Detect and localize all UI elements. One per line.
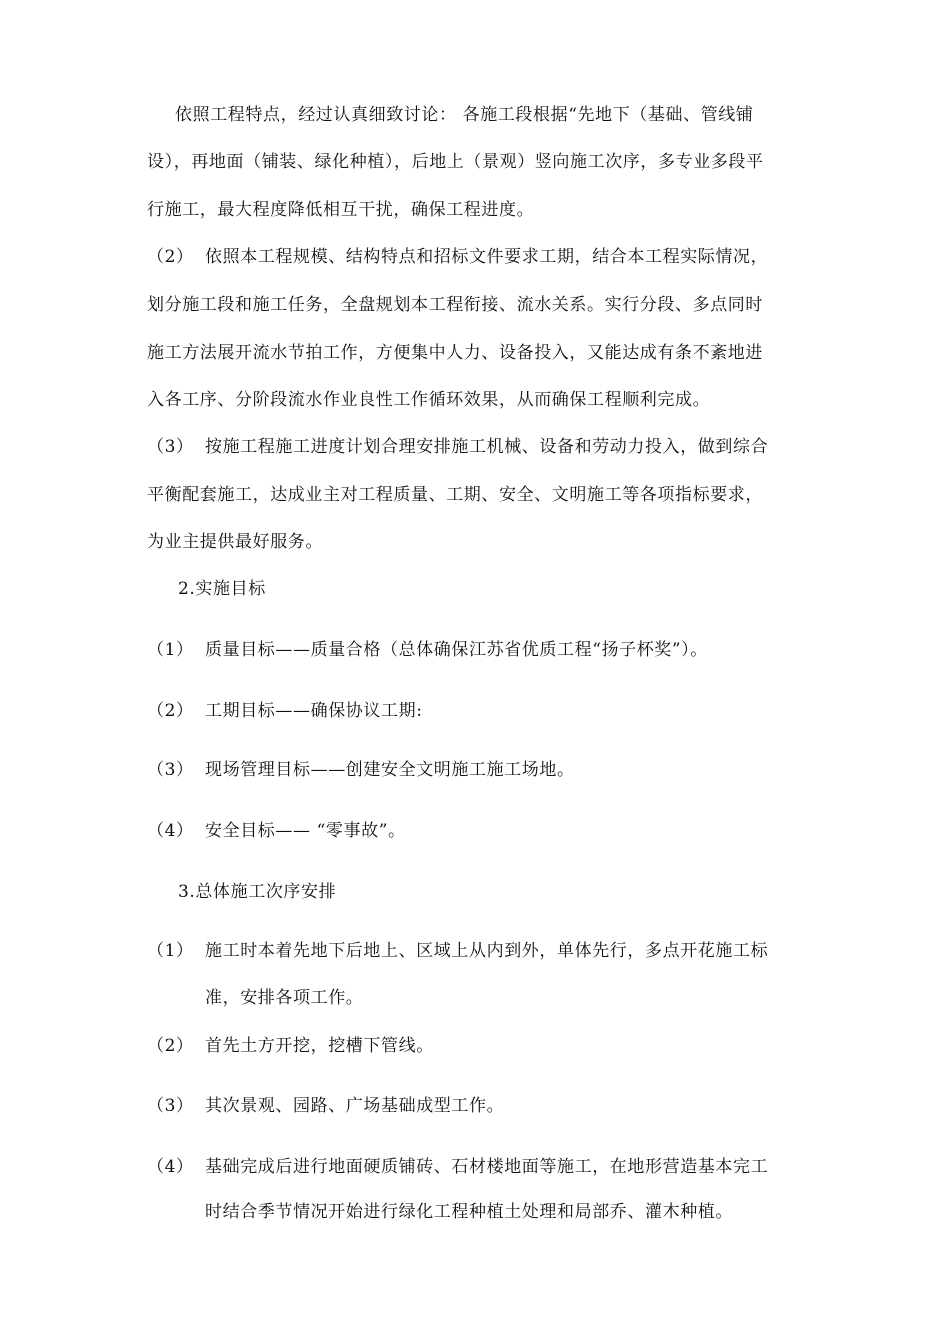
para2-text: 依照本工程规模、结构特点和招标文件要求工期，结合本工程实际情况， [205,247,769,267]
section3-item-2 [147,1035,434,1057]
section2-item-1 [147,639,708,661]
section3-item-4 [147,1156,768,1178]
item-text: 其次景观、园路、广场基础成型工作。 [205,1096,505,1116]
item-text: 首先土方开挖，挖槽下管线。 [205,1036,434,1056]
intro-line-2: 设），再地面（铺装、绿化种植），后地上（景观）竖向施工次序，多专业多段平 [147,152,764,172]
section3-item-1 [147,940,768,962]
section3-heading: 3.总体施工次序安排 [178,882,337,902]
section3-item-4-continuation: 时结合季节情况开始进行绿化工程种植土处理和局部乔、灌木种植。 [205,1202,733,1222]
para2-line-4: 入各工序、分阶段流水作业良性工作循环效果，从而确保工程顺利完成。 [147,390,711,410]
item-number: （4） [147,821,194,841]
item-text: 质量目标——质量合格（总体确保江苏省优质工程“扬子杯奖”）。 [205,640,708,660]
item-number: （1） [147,640,194,660]
intro-line-3: 行施工，最大程度降低相互干扰，确保工程进度。 [147,200,535,220]
item-number: （3） [147,1096,194,1116]
item-text: 施工时本着先地下后地上、区域上从内到外，单体先行，多点开花施工标 [205,941,769,961]
para2-number: （2） [147,247,194,267]
para3-line-2: 平衡配套施工，达成业主对工程质量、工期、安全、文明施工等各项指标要求， [147,485,763,505]
item-number: （3） [147,760,194,780]
section2-item-4 [147,820,406,842]
section3-item-3 [147,1095,504,1117]
para2-line-1 [147,246,768,268]
section3-item-1-continuation: 准，安排各项工作。 [205,988,364,1008]
item-text: 工期目标——确保协议工期: [205,701,423,721]
section2-heading: 2.实施目标 [178,579,266,599]
para2-line-3: 施工方法展开流水节拍工作，方便集中人力、设备投入，又能达成有条不紊地进 [147,343,763,363]
item-text: 安全目标—— “零事故”。 [205,821,406,841]
item-number: （2） [147,701,194,721]
para3-number: （3） [147,437,194,457]
item-number: （2） [147,1036,194,1056]
item-number: （4） [147,1157,194,1177]
intro-line-1: 依照工程特点，经过认真细致讨论： 各施工段根据“先地下（基础、管线铺 [175,105,754,125]
item-text: 基础完成后进行地面硬质铺砖、石材楼地面等施工，在地形营造基本完工 [205,1157,769,1177]
para3-line-3: 为业主提供最好服务。 [147,532,323,552]
section2-item-2 [147,700,423,722]
para3-text: 按施工程施工进度计划合理安排施工机械、设备和劳动力投入，做到综合 [205,437,769,457]
section2-item-3 [147,759,575,781]
para2-line-2: 划分施工段和施工任务，全盘规划本工程衔接、流水关系。实行分段、多点同时 [147,295,763,315]
para3-line-1 [147,436,768,458]
item-number: （1） [147,941,194,961]
item-text: 现场管理目标——创建安全文明施工施工场地。 [205,760,575,780]
